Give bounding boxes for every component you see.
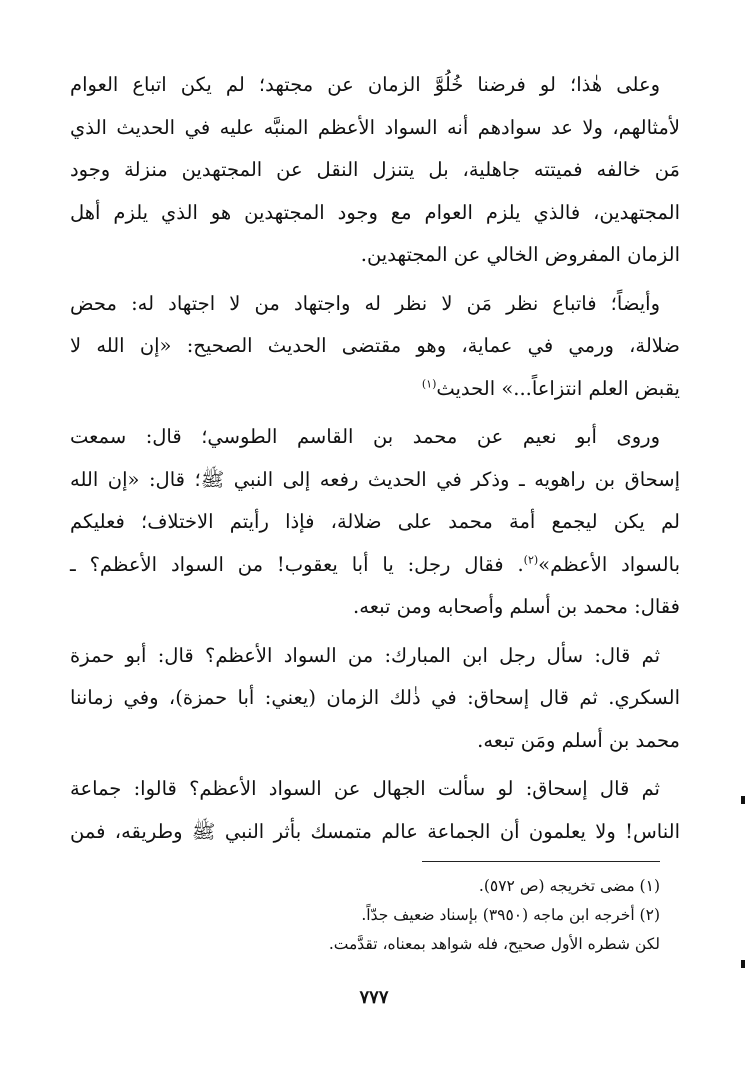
text-line: لأمثالهم، ولا عد سوادهم أنه السواد الأعظم المنبَّه عليه في الحديث الذي <box>70 115 680 139</box>
page-number: ٧٧٧ <box>359 987 389 1008</box>
text-line <box>70 544 680 587</box>
paragraph-4 <box>70 635 680 763</box>
footnote-divider <box>422 861 660 862</box>
footnote-ref-2[interactable]: (٢) <box>523 553 539 566</box>
footnote-2: (٢) أخرجه ابن ماجه (٣٩٥٠) بإسناد ضعيف جدّاً. <box>361 906 660 924</box>
text-line: وأيضاً؛ فاتباع نظر مَن لا نظر له واجتهاد من لا اجتهاد له: محض <box>70 291 660 315</box>
text-line: مَن خالفه فميتته جاهلية، بل يتنزل النقل عن المجتهدين منزلة وجود <box>70 158 680 181</box>
footnotes <box>100 872 660 959</box>
text-line: ثم قال إسحاق: لو سألت الجهال عن السواد الأعظم؟ قالوا: جماعة <box>70 777 660 800</box>
footnote-ref-1[interactable]: (١) <box>421 377 437 390</box>
text-line <box>70 368 680 411</box>
text-line: إسحاق بن راهويه ـ وذكر في الحديث رفعه إلى النبي ﷺ؛ قال: «إن الله <box>70 467 680 491</box>
text-line: ضلالة، ورمي في عماية، وهو مقتضى الحديث الصحيح: «إن الله لا <box>70 334 680 357</box>
text-line: وعلى هٰذا؛ لو فرضنا خُلُوَّ الزمان عن مجتهد؛ لم يكن اتباع العوام <box>70 73 660 96</box>
margin-mark <box>741 960 745 968</box>
footnote-2-continuation: لكن شطره الأول صحيح، فله شواهد بمعناه، تقدَّمت. <box>328 935 660 953</box>
text-line: الزمان المفروض الخالي عن المجتهدين. <box>360 243 680 266</box>
text-line: لم يكن ليجمع أمة محمد على ضلالة، فإذا رأيتم الاختلاف؛ فعليكم <box>70 510 680 533</box>
text-line: السكري. ثم قال إسحاق: في ذٰلك الزمان (يعني: أبا حمزة)، وفي زماننا <box>70 686 680 709</box>
text-line: المجتهدين، فالذي يلزم العوام مع وجود المجتهدين هو الذي يلزم أهل <box>70 200 680 224</box>
text-line: فقال: محمد بن أسلم وأصحابه ومن تبعه. <box>353 595 680 618</box>
text-line: الناس! ولا يعلمون أن الجماعة عالم متمسك بأثر النبي ﷺ وطريقه، فمن <box>70 819 680 843</box>
text-line: ثم قال: سأل رجل ابن المبارك: من السواد الأعظم؟ قال: أبو حمزة <box>70 643 660 667</box>
paragraph-3 <box>70 416 680 629</box>
paragraph-1 <box>70 64 680 277</box>
text-line: محمد بن أسلم ومَن تبعه. <box>477 728 680 752</box>
main-text <box>70 64 680 859</box>
text-segment: بالسواد الأعظم» <box>538 552 680 576</box>
text-line: وروى أبو نعيم عن محمد بن القاسم الطوسي؛ قال: سمعت <box>70 425 660 448</box>
text-segment: . فقال رجل: يا أبا يعقوب! من السواد الأعظم؟ ـ <box>70 552 524 576</box>
footnote-1: (١) مضى تخريجه (ص ٥٧٢). <box>478 877 660 895</box>
margin-mark <box>741 796 745 804</box>
paragraph-2 <box>70 283 680 411</box>
paragraph-5 <box>70 768 680 853</box>
text-segment: يقبض العلم انتزاعاً...» الحديث <box>436 376 680 400</box>
